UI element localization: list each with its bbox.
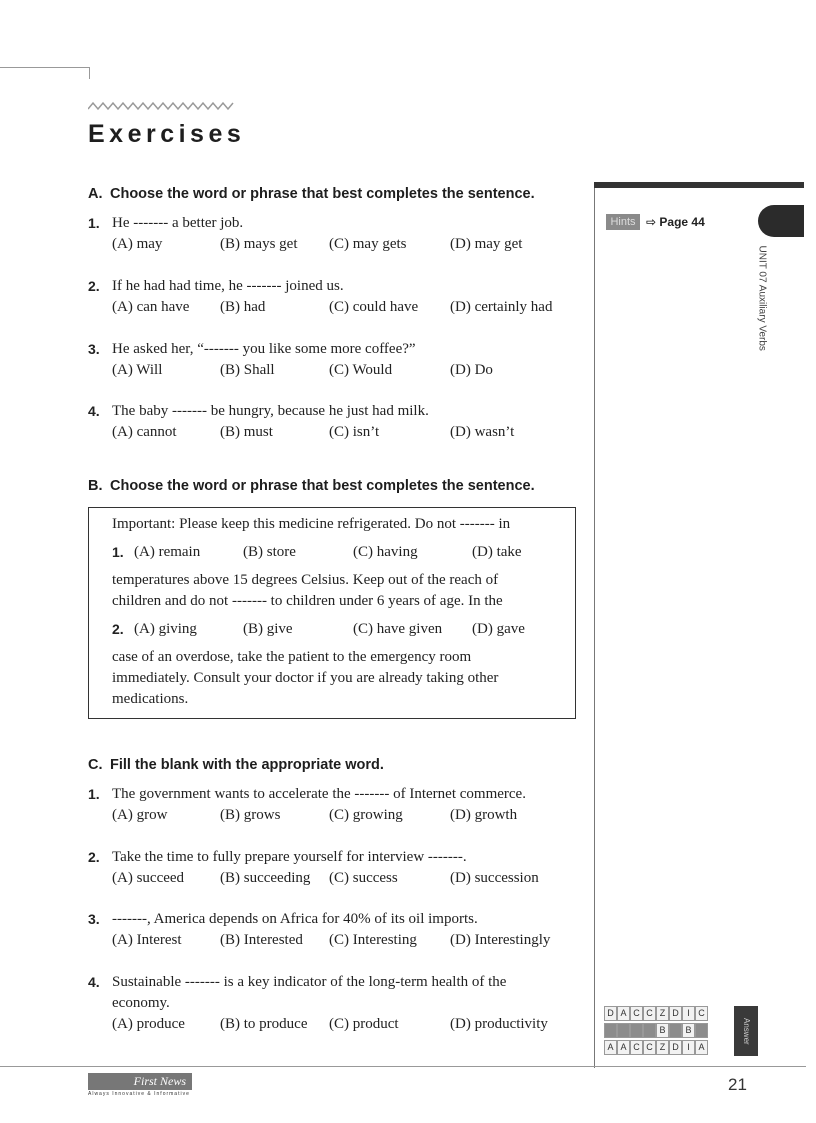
options: [112, 297, 553, 318]
question-text: The government wants to accelerate the ------- of Internet commerce.: [112, 786, 526, 802]
passage-line: immediately. Consult your doctor if you are already taking other: [112, 670, 499, 686]
passage-options-2: [112, 621, 572, 642]
question-text: If he had had time, he ------- joined us.: [112, 278, 344, 294]
answer-label: Answer: [734, 1006, 758, 1056]
unit-label: UNIT 07 Auxiliary Verbs: [756, 245, 768, 351]
passage-line: temperatures above 15 degrees Celsius. Keep out of the reach of: [112, 572, 499, 588]
option-b[interactable]: (B) to produce: [220, 1016, 308, 1032]
option-b[interactable]: (B) must: [220, 424, 273, 440]
options: [112, 1014, 548, 1035]
option-d[interactable]: (D) gave: [472, 621, 525, 637]
answer-row-c: [604, 1040, 734, 1055]
option-d[interactable]: (D) succession: [450, 870, 539, 886]
option-a[interactable]: (A) grow: [112, 807, 168, 823]
section-a-heading: [88, 186, 535, 202]
option-c[interactable]: (C) success: [329, 870, 398, 886]
question-text: The baby ------- be hungry, because he just had milk.: [112, 403, 429, 419]
question-text: He ------- a better job.: [112, 215, 244, 231]
option-a[interactable]: (A) Will: [112, 362, 163, 378]
question-text: -------, America depends on Africa for 40% of its oil imports.: [112, 911, 478, 927]
option-c[interactable]: (C) may gets: [329, 236, 407, 252]
crop-mark-vertical: [89, 67, 90, 79]
passage-box: [88, 507, 576, 719]
answer-cell: A: [617, 1040, 630, 1055]
option-a[interactable]: (A) may: [112, 236, 163, 252]
answer-cell: [604, 1023, 617, 1038]
question-c2: [88, 847, 539, 889]
option-b[interactable]: (B) succeeding: [220, 870, 311, 886]
section-b-title: Choose the word or phrase that best completes the sentence.: [110, 478, 535, 494]
publisher-tagline: Always Innovative & Informative: [88, 1091, 190, 1097]
blank-number: 1.: [112, 544, 124, 560]
option-c[interactable]: (C) isn’t: [329, 424, 380, 440]
answer-cell: D: [669, 1006, 682, 1021]
answer-cell: C: [630, 1040, 643, 1055]
passage-line: case of an overdose, take the patient to the emergency room: [112, 649, 472, 665]
question-number: 3.: [88, 911, 100, 927]
page-number: 21: [728, 1075, 747, 1094]
option-c[interactable]: (C) have given: [353, 621, 443, 637]
question-text: Sustainable ------- is a key indicator of the long-term health of the: [112, 974, 507, 990]
option-a[interactable]: (A) Interest: [112, 932, 182, 948]
answer-cell: I: [682, 1040, 695, 1055]
option-a[interactable]: (A) giving: [134, 621, 197, 637]
answer-cell: I: [682, 1006, 695, 1021]
sidebar-divider: [594, 188, 595, 1068]
option-d[interactable]: (D) certainly had: [450, 299, 553, 315]
answer-cell: A: [695, 1040, 708, 1055]
answer-cell: D: [669, 1040, 682, 1055]
passage-options-1: [112, 544, 572, 565]
option-c[interactable]: (C) could have: [329, 299, 419, 315]
options: [112, 868, 539, 889]
answer-cell: [617, 1023, 630, 1038]
question-text: He asked her, “------- you like some more coffee?”: [112, 341, 416, 357]
option-a[interactable]: (A) succeed: [112, 870, 185, 886]
answer-cell: C: [643, 1040, 656, 1055]
option-c[interactable]: (C) having: [353, 544, 418, 560]
option-c[interactable]: (C) Would: [329, 362, 393, 378]
answer-row-a: [604, 1006, 734, 1021]
question-c3: [88, 909, 551, 951]
option-d[interactable]: (D) may get: [450, 236, 523, 252]
question-a4: [88, 401, 515, 443]
option-c[interactable]: (C) product: [329, 1016, 399, 1032]
option-b[interactable]: (B) grows: [220, 807, 281, 823]
answer-cell: C: [630, 1006, 643, 1021]
question-number: 4.: [88, 974, 100, 990]
answer-cell: B: [682, 1023, 695, 1038]
option-b[interactable]: (B) had: [220, 299, 266, 315]
option-d[interactable]: (D) Interestingly: [450, 932, 551, 948]
answer-row-b: [604, 1023, 734, 1038]
question-number: 1.: [88, 215, 100, 231]
section-b-heading: [88, 478, 535, 494]
option-c[interactable]: (C) growing: [329, 807, 403, 823]
options: [112, 360, 493, 381]
question-number: 2.: [88, 849, 100, 865]
question-c1: [88, 784, 526, 826]
blank-number: 2.: [112, 621, 124, 637]
answer-cell: A: [604, 1040, 617, 1055]
hints-badge: Hints: [606, 214, 640, 230]
option-d[interactable]: (D) Do: [450, 362, 493, 378]
option-c[interactable]: (C) Interesting: [329, 932, 417, 948]
section-a-label: A.: [88, 186, 103, 202]
passage-line: Important: Please keep this medicine refrigerated. Do not ------- in: [112, 516, 511, 532]
option-a[interactable]: (A) produce: [112, 1016, 185, 1032]
answer-cell: [695, 1023, 708, 1038]
section-b-label: B.: [88, 478, 103, 494]
option-b[interactable]: (B) mays get: [220, 236, 298, 252]
footer-rule: [0, 1066, 806, 1067]
question-a1: [88, 213, 523, 255]
option-d[interactable]: (D) wasn’t: [450, 424, 515, 440]
unit-tab: [758, 205, 804, 237]
section-c-heading: [88, 757, 384, 773]
question-text: Take the time to fully prepare yourself for interview -------.: [112, 849, 467, 865]
section-c-title: Fill the blank with the appropriate word.: [110, 757, 384, 773]
question-number: 3.: [88, 341, 100, 357]
option-d[interactable]: (D) productivity: [450, 1016, 548, 1032]
option-d[interactable]: (D) growth: [450, 807, 518, 823]
answer-cell: [643, 1023, 656, 1038]
question-c4: [88, 972, 548, 1035]
passage-line: medications.: [112, 691, 189, 707]
options: [112, 805, 526, 826]
question-a3: [88, 339, 493, 381]
answer-cell: Z: [656, 1040, 669, 1055]
options: [112, 422, 515, 443]
sidebar-top-rule: [594, 182, 804, 188]
question-number: 1.: [88, 786, 100, 802]
zigzag-ornament: [88, 101, 238, 111]
crop-mark-horizontal: [0, 67, 90, 68]
page-title: Exercises: [88, 120, 246, 148]
options: [112, 234, 523, 255]
answer-cell: C: [695, 1006, 708, 1021]
option-b[interactable]: (B) store: [243, 544, 296, 560]
section-a-title: Choose the word or phrase that best completes the sentence.: [110, 186, 535, 202]
question-number: 4.: [88, 403, 100, 419]
question-text-continued: economy.: [112, 995, 170, 1011]
publisher-logo: First News: [88, 1073, 192, 1090]
option-a[interactable]: (A) can have: [112, 299, 190, 315]
answer-cell: D: [604, 1006, 617, 1021]
option-a[interactable]: (A) cannot: [112, 424, 177, 440]
option-a[interactable]: (A) remain: [134, 544, 201, 560]
answer-cell: [630, 1023, 643, 1038]
answer-cell: C: [643, 1006, 656, 1021]
answer-cell: [669, 1023, 682, 1038]
option-b[interactable]: (B) Shall: [220, 362, 275, 378]
hints-page-ref[interactable]: ⇨ Page 44: [646, 215, 705, 229]
answer-cell: B: [656, 1023, 669, 1038]
option-d[interactable]: (D) take: [472, 544, 522, 560]
section-c-label: C.: [88, 757, 103, 773]
question-number: 2.: [88, 278, 100, 294]
option-b[interactable]: (B) give: [243, 621, 293, 637]
options: [112, 930, 551, 951]
passage-line: children and do not ------- to children under 6 years of age. In the: [112, 593, 503, 609]
answer-cell: A: [617, 1006, 630, 1021]
option-b[interactable]: (B) Interested: [220, 932, 303, 948]
answer-cell: Z: [656, 1006, 669, 1021]
question-a2: [88, 276, 553, 318]
